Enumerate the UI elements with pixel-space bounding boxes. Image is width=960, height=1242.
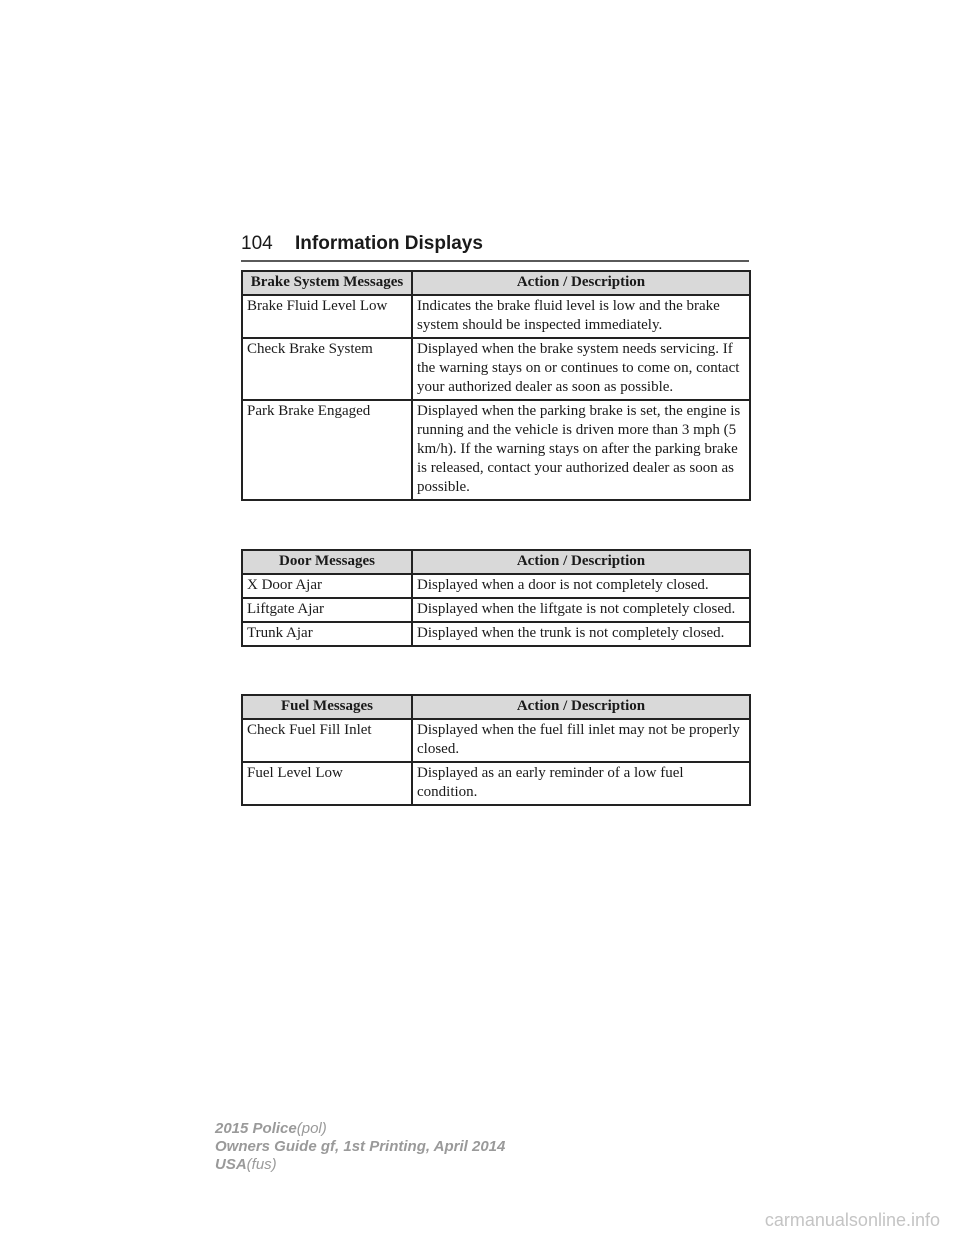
message-cell: Brake Fluid Level Low (242, 295, 412, 338)
brake-messages-table (241, 270, 751, 501)
watermark: carmanualsonline.info (764, 1210, 940, 1230)
table-row (242, 295, 750, 338)
description-cell: Displayed when the trunk is not completely closed. (412, 622, 750, 646)
section-title: Information Displays (295, 233, 483, 254)
footer-line-2: Owners Guide gf, 1st Printing, April 2014 (215, 1138, 506, 1155)
footer-vehicle: 2015 Police (215, 1120, 297, 1137)
column-header: Action / Description (412, 271, 750, 295)
table-row (242, 598, 750, 622)
column-header: Brake System Messages (242, 271, 412, 295)
door-messages-table (241, 549, 751, 647)
description-cell: Displayed as an early reminder of a low fuel condition. (412, 762, 750, 805)
message-cell: Liftgate Ajar (242, 598, 412, 622)
table-header-row (242, 271, 750, 295)
table-row (242, 400, 750, 500)
message-cell: Fuel Level Low (242, 762, 412, 805)
message-cell: Check Fuel Fill Inlet (242, 719, 412, 762)
message-cell: Trunk Ajar (242, 622, 412, 646)
page-header (241, 230, 749, 262)
document-footer (215, 1120, 505, 1174)
message-cell: Park Brake Engaged (242, 400, 412, 500)
message-cell: Check Brake System (242, 338, 412, 400)
description-cell: Displayed when the brake system needs servicing. If the warning stays on or continues to come on, contact your authorized dealer as soon as possible. (412, 338, 750, 400)
description-cell: Indicates the brake fluid level is low and the brake system should be inspected immediately. (412, 295, 750, 338)
footer-vehicle-code: (pol) (296, 1120, 327, 1137)
footer-line-1 (215, 1120, 505, 1138)
footer-market: USA (215, 1156, 247, 1173)
description-cell: Displayed when the parking brake is set, the engine is running and the vehicle is driven more than 3 mph (5 km/h). If the warning stays on after the parking brake is released, contact your authorized dealer as soon as possible. (412, 400, 750, 500)
column-header: Fuel Messages (242, 695, 412, 719)
column-header: Action / Description (412, 550, 750, 574)
description-cell: Displayed when a door is not completely closed. (412, 574, 750, 598)
table-row (242, 338, 750, 400)
table-row (242, 622, 750, 646)
footer-line-3 (215, 1156, 505, 1174)
message-cell: X Door Ajar (242, 574, 412, 598)
table-row (242, 719, 750, 762)
footer-market-code: (fus) (246, 1156, 277, 1173)
description-cell: Displayed when the fuel fill inlet may not be properly closed. (412, 719, 750, 762)
table-header-row (242, 695, 750, 719)
table-header-row (242, 550, 750, 574)
description-cell: Displayed when the liftgate is not completely closed. (412, 598, 750, 622)
column-header: Door Messages (242, 550, 412, 574)
table-row (242, 762, 750, 805)
column-header: Action / Description (412, 695, 750, 719)
fuel-messages-table (241, 694, 751, 806)
page-number: 104 (241, 233, 273, 254)
table-row (242, 574, 750, 598)
